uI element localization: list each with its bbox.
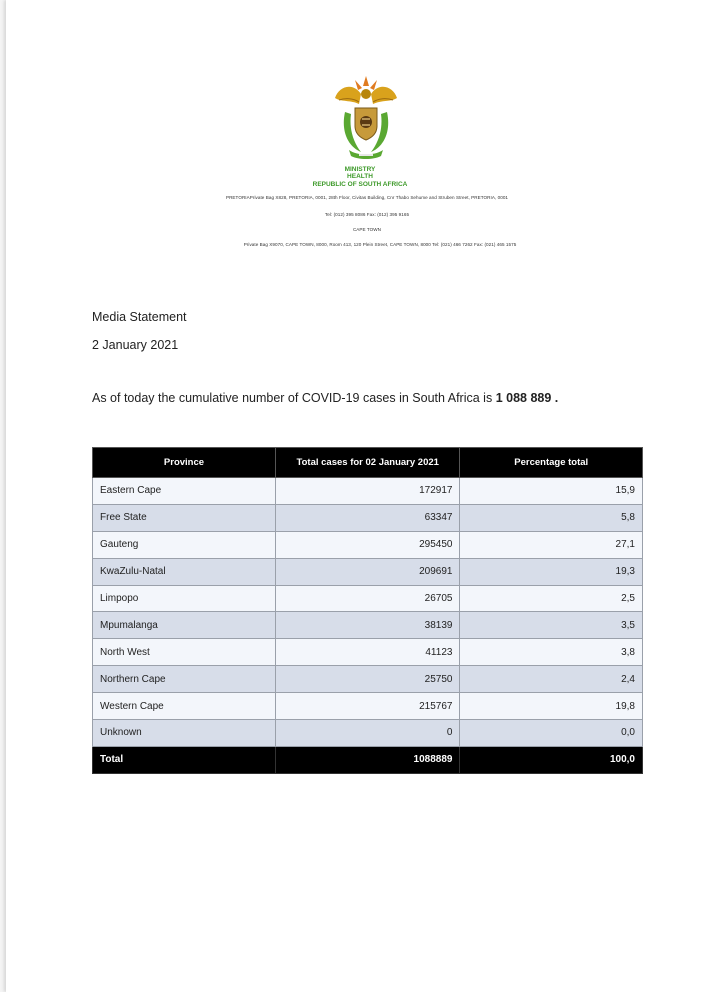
statement-title: Media Statement: [92, 310, 187, 324]
sentence-suffix: .: [554, 391, 559, 405]
table-row: [93, 693, 643, 720]
percentage-cell: 15,9: [460, 478, 643, 505]
table-row: [93, 639, 643, 666]
province-cell: Northern Cape: [93, 666, 276, 693]
province-cell: Unknown: [93, 720, 276, 747]
republic-label: REPUBLIC OF SOUTH AFRICA: [312, 181, 408, 188]
header-province: Province: [93, 448, 276, 478]
header-total-cases: Total cases for 02 January 2021: [276, 448, 460, 478]
cases-cell: 172917: [276, 478, 460, 505]
table-row: [93, 666, 643, 693]
cape-town-heading: CAPE TOWN: [352, 227, 382, 232]
coat-of-arms-logo: [331, 72, 401, 164]
province-cell: Limpopo: [93, 585, 276, 612]
cases-cell: 215767: [276, 693, 460, 720]
province-cases-table: [92, 447, 643, 774]
statement-date: 2 January 2021: [92, 338, 179, 352]
header-percentage: Percentage total: [460, 448, 643, 478]
table-row: [93, 720, 643, 747]
province-cell: Eastern Cape: [93, 478, 276, 505]
percentage-cell: 2,5: [460, 585, 643, 612]
cases-cell: 295450: [276, 531, 460, 558]
province-cell: Mpumalanga: [93, 612, 276, 639]
total-label: Total: [93, 746, 276, 773]
province-cell: KwaZulu-Natal: [93, 558, 276, 585]
province-cell: Gauteng: [93, 531, 276, 558]
province-cell: Free State: [93, 504, 276, 531]
table-header-row: [93, 448, 643, 478]
cases-cell: 38139: [276, 612, 460, 639]
table-row: [93, 612, 643, 639]
cases-cell: 209691: [276, 558, 460, 585]
cases-cell: 63347: [276, 504, 460, 531]
percentage-cell: 27,1: [460, 531, 643, 558]
sentence-prefix: As of today the cumulative number of COVID-19 cases in South Africa is: [92, 391, 493, 405]
total-row: [93, 746, 643, 773]
table-row: [93, 504, 643, 531]
percentage-cell: 19,3: [460, 558, 643, 585]
cases-cell: 25750: [276, 666, 460, 693]
percentage-cell: 3,5: [460, 612, 643, 639]
total-cases: 1088889: [276, 746, 460, 773]
statement-sentence: [92, 391, 558, 405]
table-row: [93, 478, 643, 505]
cape-town-address: Private Bag X9070, CAPE TOWN, 8000, Room 413, 120 Plein Street, CAPE TOWN, 8000 Tel: (021) 466 7262 Fax: (021) 465 1575: [243, 242, 517, 247]
percentage-cell: 2,4: [460, 666, 643, 693]
province-cell: Western Cape: [93, 693, 276, 720]
pretoria-address: PRETORIAPrivate Bag X828, PRETORIA, 0001, 28th Floor, Civitas Building, Cnr Thabo Sehume and Struben Street, PRETORIA, 0001: [225, 195, 509, 200]
province-cell: North West: [93, 639, 276, 666]
percentage-cell: 3,8: [460, 639, 643, 666]
table-row: [93, 558, 643, 585]
percentage-cell: 19,8: [460, 693, 643, 720]
cases-cell: 0: [276, 720, 460, 747]
cases-cell: 26705: [276, 585, 460, 612]
cases-cell: 41123: [276, 639, 460, 666]
table-row: [93, 585, 643, 612]
cumulative-cases: 1 088 889: [495, 391, 552, 405]
percentage-cell: 0,0: [460, 720, 643, 747]
percentage-cell: 5,8: [460, 504, 643, 531]
health-label: HEALTH: [347, 173, 373, 180]
table-row: [93, 531, 643, 558]
ministry-label: MINISTRY: [344, 166, 376, 173]
total-percentage: 100,0: [460, 746, 643, 773]
pretoria-phone: Tel: (012) 395 8086 Fax: (012) 395 9165: [324, 212, 410, 217]
